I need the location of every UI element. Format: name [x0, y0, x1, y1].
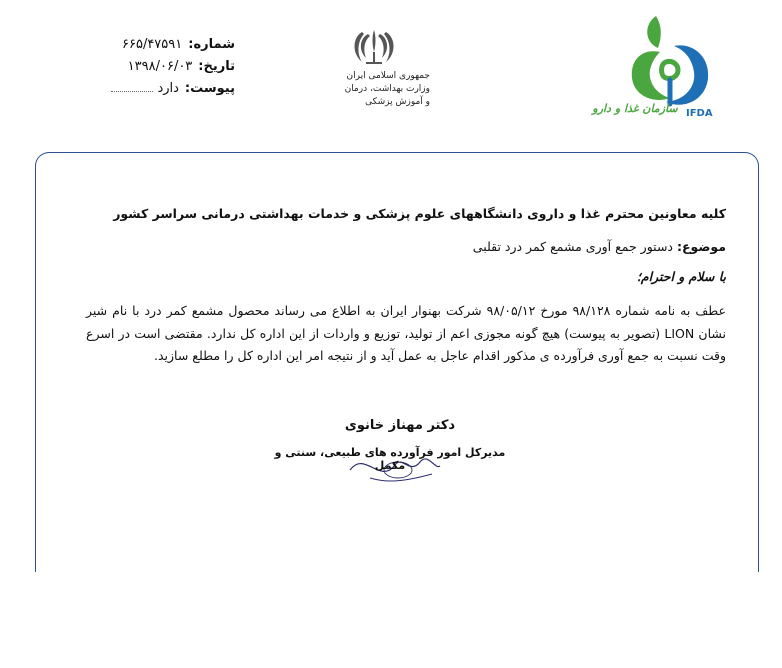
letter-greeting: با سلام و احترام؛: [636, 269, 726, 284]
letter-date-label: تاریخ:: [198, 59, 235, 74]
letter-meta: [95, 34, 235, 100]
letter-date-value: ۱۳۹۸/۰۶/۰۳: [127, 59, 193, 74]
letter-number-label: شماره:: [188, 37, 235, 52]
ministry-line-1: جمهوری اسلامی ایران: [346, 71, 430, 81]
letter-addressee: کلیه معاونین محترم غذا و داروی دانشگاههای علوم پزشکی و خدمات بهداشتی درمانی سراسر کشور: [113, 206, 726, 221]
letter-attachment-row: [95, 78, 235, 100]
letter-date-row: [95, 56, 235, 78]
iran-emblem-icon: [348, 26, 400, 70]
ministry-line-3: و آموزش پزشکی: [365, 97, 430, 107]
letter-body-paragraph: عطف به نامه شماره ۹۸/۱۲۸ مورخ ۹۸/۰۵/۱۲ شرکت بهنوار ایران به اطلاع می رساند محصول مشمع کمر درد با نام شیر نشان LION (تصویر به پیوست) هیچ گونه مجوزی اعم از تولید، توزیع و واردات از این اداره کل ندارد. مقتضی است در اسرع وقت نسبت به جمع آوری فرآورده ی مذکور اقدام عاجل به عمل آید و از نتیجه امر این اداره کل را مطلع سازید.: [86, 303, 727, 363]
logo-persian-text: سازمان غذا و دارو: [592, 102, 678, 115]
letter-attachment-label: پیوست:: [184, 81, 235, 96]
signer-name: دکتر مهناز خانوی: [344, 418, 456, 433]
subject-label: موضوع:: [676, 239, 726, 254]
letter-number-row: [95, 34, 235, 56]
ministry-name: [318, 70, 430, 109]
ministry-line-2: وزارت بهداشت، درمان: [344, 84, 430, 94]
logo-english-text: IFDA: [686, 108, 713, 119]
attachment-dotted-line: [111, 91, 153, 92]
letter-number-value: ۶۶۵/۴۷۵۹۱: [122, 37, 183, 52]
subject-text: دستور جمع آوری مشمع کمر درد تقلبی: [472, 239, 673, 254]
letter-attachment-value: دارد: [157, 81, 179, 96]
signer-title: مدیرکل امور فرآورده های طبیعی، سنتی و مکمل: [274, 446, 506, 472]
letter-subject: [86, 239, 726, 254]
